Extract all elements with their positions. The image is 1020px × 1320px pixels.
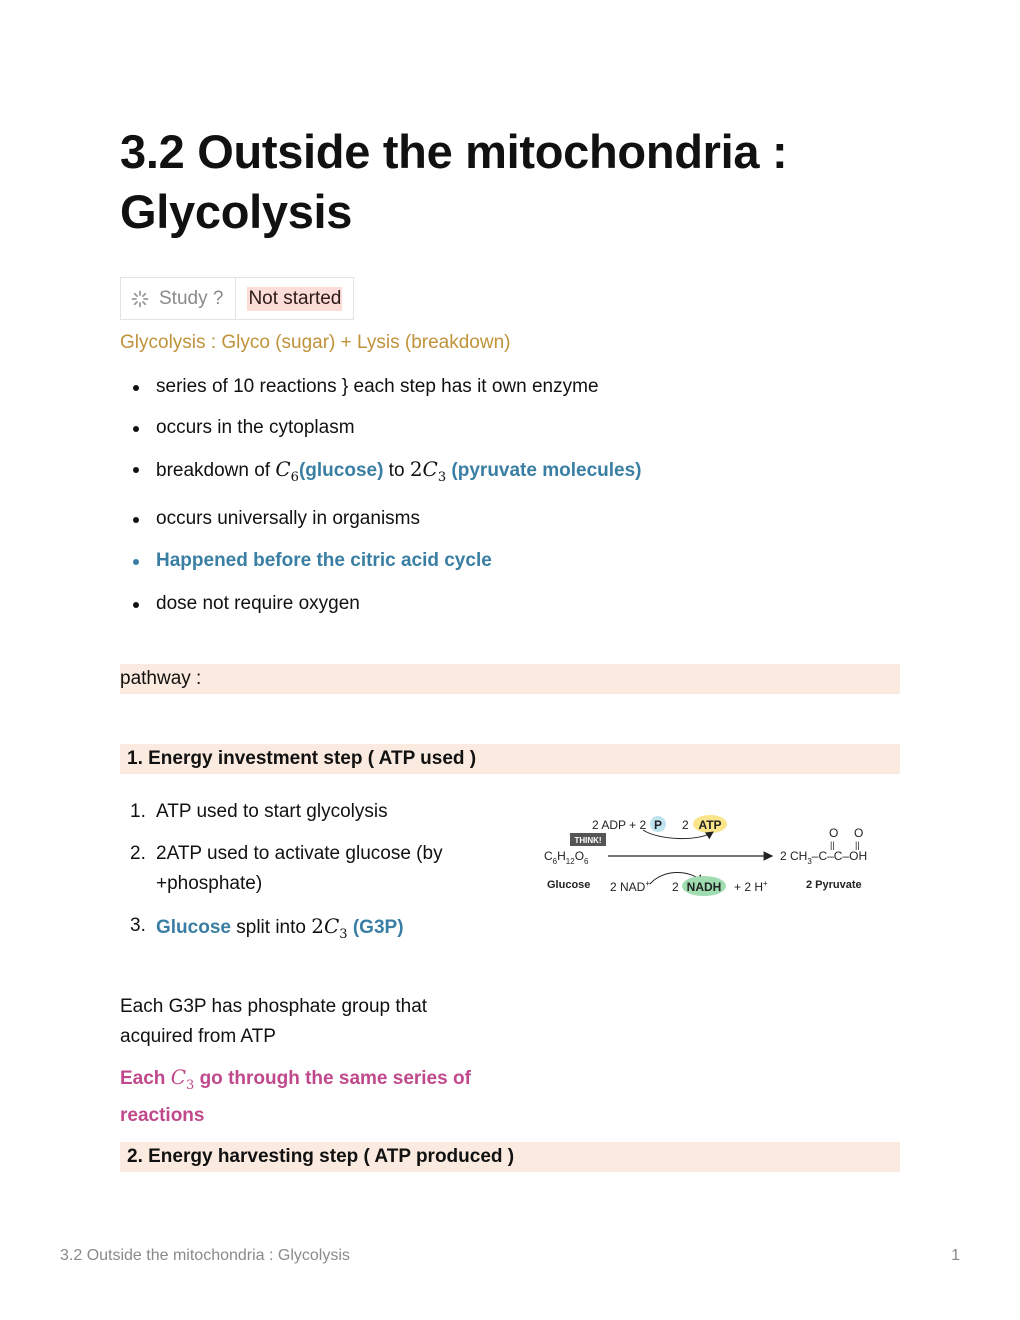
investment-steps-list xyxy=(120,797,480,950)
c3-note-text: Each xyxy=(120,1068,171,1089)
math-var: C xyxy=(422,457,438,481)
nad-label: 2 NAD+ xyxy=(610,879,651,894)
nadh-coef: 2 xyxy=(672,880,679,894)
list-item xyxy=(120,839,480,899)
p-label: P xyxy=(653,818,663,832)
list-item-text: series of 10 reactions } each step has it own enzyme xyxy=(156,376,599,397)
section-heading-text: 2. Energy harvesting step ( ATP produced ) xyxy=(127,1146,515,1167)
c3-note xyxy=(120,1062,480,1131)
list-item xyxy=(120,590,900,618)
glycolysis-diagram xyxy=(538,812,900,904)
math-c3 xyxy=(170,1065,195,1093)
think-label: THINK! xyxy=(574,836,602,845)
pathway-label: pathway : xyxy=(120,668,202,689)
page-footer xyxy=(60,1247,960,1265)
list-item xyxy=(120,547,900,575)
math-sub: 3 xyxy=(186,1078,195,1093)
g3p-label: (G3P) xyxy=(352,917,404,938)
list-item-text: ATP used to start glycolysis xyxy=(156,801,388,822)
glucose-caption: Glucose xyxy=(547,879,591,891)
list-number: 3. xyxy=(130,915,146,936)
glucose-label: (glucose) xyxy=(298,460,384,481)
c3-note-text: go through the same series of reactions xyxy=(120,1068,471,1126)
math-2c3 xyxy=(409,457,447,485)
list-item-text: dose not require oxygen xyxy=(156,593,360,614)
list-number: 1. xyxy=(130,801,146,822)
pyruvate-formula: 2 $CH_3-C-C-OH$ xyxy=(780,849,868,866)
list-item xyxy=(120,797,480,827)
math-2c3 xyxy=(311,914,348,942)
property-value[interactable] xyxy=(236,278,353,319)
property-key xyxy=(121,278,236,319)
adp-label: 2 ADP + 2 xyxy=(592,818,647,832)
status-badge: Not started xyxy=(248,287,342,309)
nadh-label: NADH xyxy=(686,880,722,894)
list-item xyxy=(120,373,900,401)
pyruvate-caption: 2 Pyruvate xyxy=(806,879,862,891)
list-item-text: occurs universally in organisms xyxy=(156,508,420,529)
study-property[interactable] xyxy=(120,277,354,320)
section-heading-investment xyxy=(120,744,900,774)
math-coef: 2 xyxy=(311,914,324,938)
page-number: 1 xyxy=(951,1247,960,1264)
facts-list xyxy=(120,373,900,618)
list-item-text: 2ATP used to activate glucose (by +phosphate) xyxy=(156,843,443,894)
list-number: 2. xyxy=(130,843,146,864)
list-item-text: split into xyxy=(230,917,312,938)
list-item-text: to xyxy=(383,460,410,481)
pathway-callout xyxy=(120,664,900,694)
hplus-label: + 2 H+ xyxy=(734,879,768,894)
list-item xyxy=(120,455,900,492)
math-c6 xyxy=(275,457,299,485)
list-item-text: breakdown of xyxy=(156,460,276,481)
glucose-label: Glucose xyxy=(156,917,231,938)
math-var: C xyxy=(170,1065,187,1089)
pyruvate-dbl2: || xyxy=(855,840,860,850)
section-heading-text: 1. Energy investment step ( ATP used ) xyxy=(127,748,477,769)
math-var: C xyxy=(323,914,340,938)
section-heading-harvesting xyxy=(120,1142,900,1172)
list-item-text: Happened before the citric acid cycle xyxy=(156,550,492,571)
pyruvate-label: (pyruvate molecules) xyxy=(451,460,642,481)
status-spinner-icon xyxy=(131,290,149,308)
math-sub: 6 xyxy=(290,470,299,485)
math-coef: 2 xyxy=(409,457,423,481)
glucose-formula: $C_6H_{12}O_6$ xyxy=(544,849,589,866)
pyruvate-o2: O xyxy=(854,826,864,840)
page-title: 3.2 Outside the mitochondria : Glycolysis xyxy=(120,125,788,238)
list-item xyxy=(120,505,900,533)
math-sub: 3 xyxy=(437,470,447,485)
atp-coef: 2 xyxy=(682,818,689,832)
glycolysis-definition: Glycolysis : Glyco (sugar) + Lysis (breakdown) xyxy=(120,332,511,353)
footer-title: 3.2 Outside the mitochondria : Glycolysis xyxy=(60,1247,350,1264)
atp-label: ATP xyxy=(698,818,722,832)
property-key-label: Study ? xyxy=(159,287,224,309)
list-item xyxy=(120,911,480,950)
pyruvate-dbl1: || xyxy=(830,840,835,850)
math-var: C xyxy=(275,457,291,481)
pyruvate-o1: O xyxy=(829,826,839,840)
math-sub: 3 xyxy=(339,927,348,942)
list-item xyxy=(120,414,900,442)
list-item-text: occurs in the cytoplasm xyxy=(156,417,355,438)
g3p-note: Each G3P has phosphate group that acquired from ATP xyxy=(120,996,428,1047)
